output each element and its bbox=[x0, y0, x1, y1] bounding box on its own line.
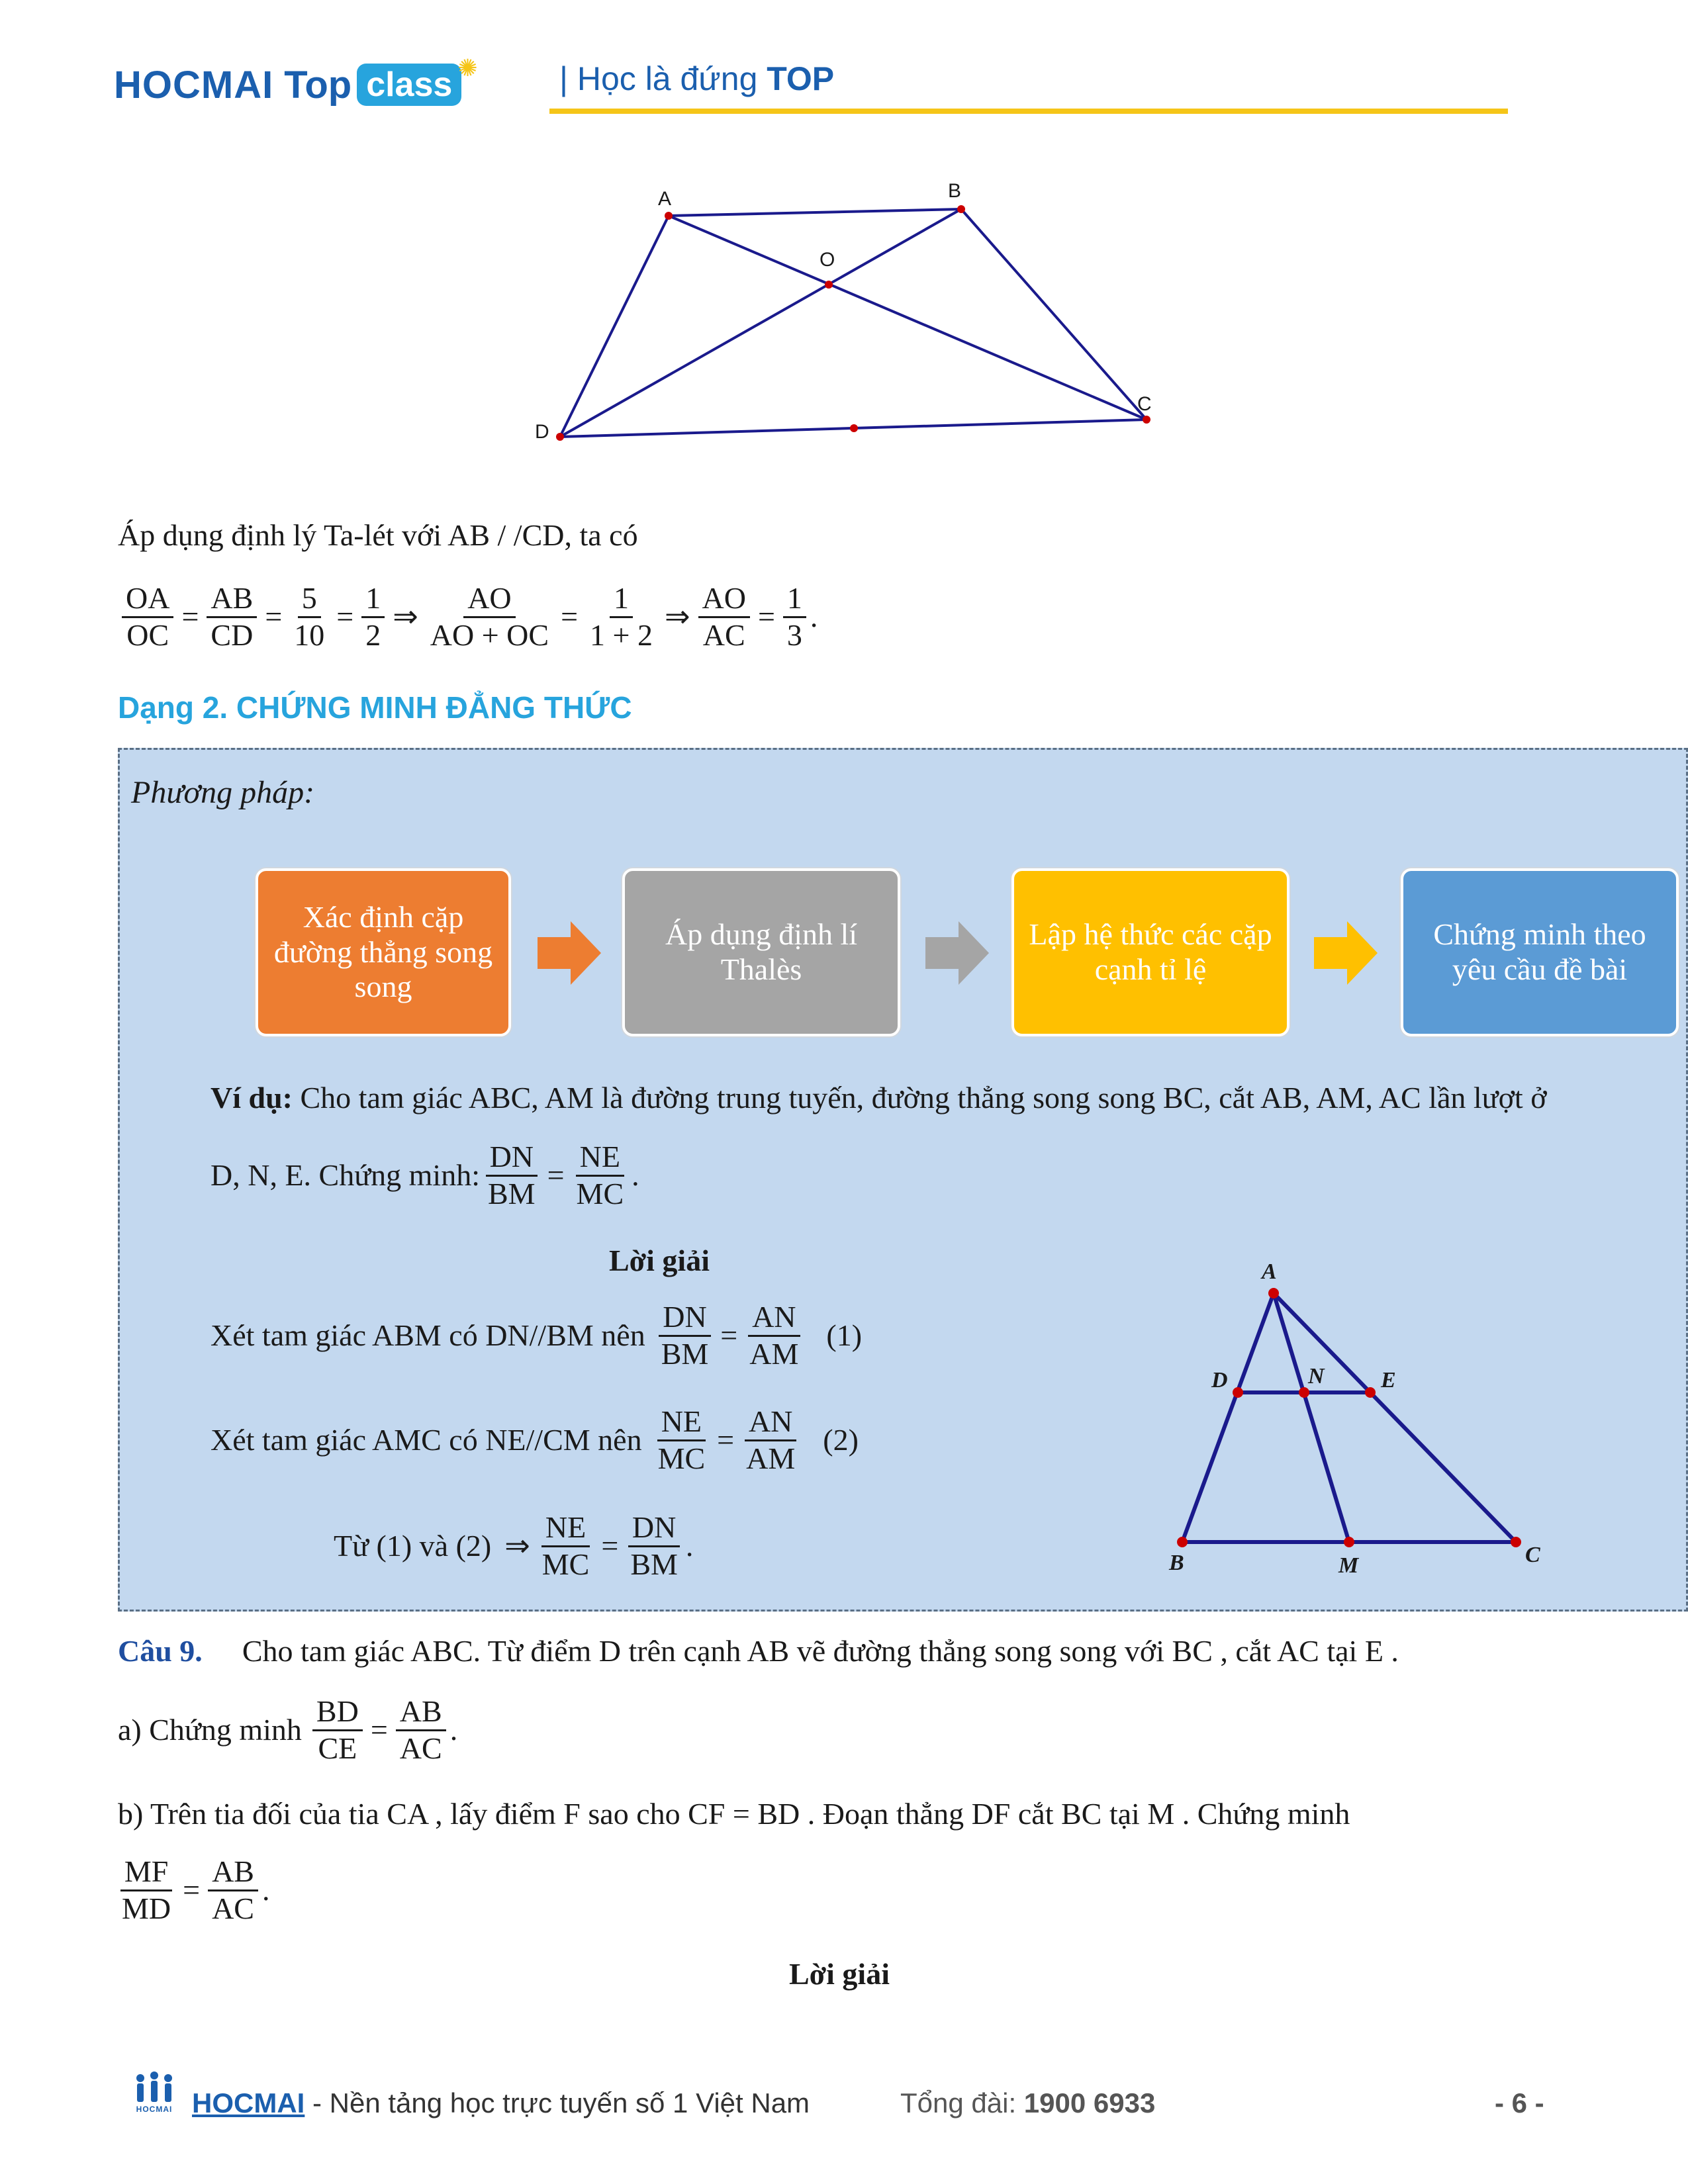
frac-ne-mc bbox=[654, 1404, 710, 1477]
footer-brand-link[interactable]: HOCMAI bbox=[192, 2087, 305, 2118]
frac-bd-ce bbox=[312, 1694, 363, 1766]
slogan-prefix: | Học là đứng bbox=[559, 60, 767, 97]
eq-sign: = bbox=[370, 1713, 388, 1747]
implies-sign: ⇒ bbox=[504, 1529, 530, 1563]
cau9-text: Cho tam giác ABC. Từ điểm D trên cạnh AB vẽ đường thẳng song song với BC , cắt AC tại E . bbox=[242, 1634, 1399, 1668]
point-a bbox=[665, 212, 673, 220]
frac-num: NE bbox=[541, 1510, 590, 1547]
eq-sign: = bbox=[547, 1158, 565, 1193]
brand-logo bbox=[114, 54, 478, 111]
talet-intro: Áp dụng định lý Ta-lét với AB / /CD, ta có bbox=[118, 518, 638, 552]
flow-step-4: Chứng minh theo yêu cầu đề bài bbox=[1401, 868, 1679, 1036]
hotline-label: Tổng đài: bbox=[900, 2087, 1024, 2118]
frac-num: DN bbox=[659, 1300, 710, 1337]
point-a bbox=[1268, 1288, 1279, 1298]
example-line-2 bbox=[211, 1140, 639, 1212]
point-b bbox=[957, 205, 965, 213]
period: . bbox=[685, 1529, 694, 1563]
label-a: A bbox=[1262, 1259, 1277, 1284]
label-c: C bbox=[1137, 393, 1152, 415]
frac-den: MC bbox=[576, 1176, 624, 1210]
label-a: A bbox=[658, 188, 672, 210]
point-o bbox=[825, 281, 833, 289]
frac-ab-cd bbox=[207, 581, 257, 653]
frac-num: BD bbox=[312, 1694, 363, 1731]
point-b bbox=[1177, 1537, 1188, 1547]
label-e: E bbox=[1381, 1368, 1396, 1392]
point-m bbox=[1344, 1537, 1354, 1547]
implies-sign: ⇒ bbox=[664, 600, 690, 634]
frac-num: 1 bbox=[361, 581, 385, 618]
frac-num: NE bbox=[576, 1140, 624, 1177]
segment-ab bbox=[669, 209, 961, 216]
cau9-label: Câu 9. bbox=[118, 1634, 203, 1668]
method-title-text: Phương pháp bbox=[131, 775, 305, 810]
footer-logo bbox=[130, 2071, 179, 2114]
brand-top: Top bbox=[284, 63, 352, 107]
diagonal-bd bbox=[560, 209, 961, 437]
segment-da bbox=[560, 216, 669, 437]
solution-step-1 bbox=[211, 1300, 862, 1372]
period: . bbox=[449, 1713, 458, 1747]
slogan-top: TOP bbox=[767, 60, 835, 97]
eq-sign: = bbox=[717, 1423, 735, 1457]
frac-num: NE bbox=[657, 1404, 706, 1441]
frac-ab-ac bbox=[396, 1694, 446, 1766]
diagonal-ac bbox=[669, 216, 1147, 420]
frac-den: MC bbox=[657, 1441, 706, 1475]
frac-ne-mc bbox=[573, 1140, 628, 1212]
example-label: Ví dụ: bbox=[211, 1081, 293, 1115]
step1-tag: (1) bbox=[826, 1318, 863, 1353]
point-cd-mid bbox=[850, 424, 858, 432]
frac-num: AB bbox=[208, 1854, 258, 1891]
eq-sign: = bbox=[561, 600, 579, 634]
frac-num: AB bbox=[207, 581, 257, 618]
period: . bbox=[810, 600, 818, 634]
label-n: N bbox=[1308, 1364, 1325, 1388]
point-c bbox=[1511, 1537, 1521, 1547]
frac-den: AM bbox=[749, 1336, 799, 1371]
frac-num: AN bbox=[745, 1404, 796, 1441]
sun-icon: ✺ bbox=[457, 54, 478, 81]
frac-dn-bm bbox=[657, 1300, 713, 1372]
label-b: B bbox=[1169, 1551, 1184, 1575]
people-icon bbox=[131, 2071, 177, 2105]
frac-5-10 bbox=[290, 581, 328, 653]
point-d bbox=[1233, 1387, 1243, 1398]
frac-num: MF bbox=[120, 1854, 172, 1891]
page-number: - 6 - bbox=[1495, 2087, 1544, 2118]
cau9-part-b: b) Trên tia đối của tia CA , lấy điểm F sao cho CF = BD . Đoạn thẳng DF cắt BC tại M . Chứng minh bbox=[118, 1797, 1350, 1831]
flow-step-2: Áp dụng định lí Thalès bbox=[622, 868, 900, 1036]
frac-den: BM bbox=[630, 1547, 678, 1581]
segment-ab bbox=[1182, 1293, 1274, 1542]
method-title-colon: : bbox=[304, 775, 315, 810]
step3-text: Từ (1) và (2) bbox=[334, 1529, 492, 1563]
frac-dn-bm bbox=[626, 1510, 682, 1582]
frac-ne-mc bbox=[538, 1510, 594, 1582]
section-heading: Dạng 2. CHỨNG MINH ĐẲNG THỨC bbox=[118, 690, 632, 725]
frac-den: MD bbox=[122, 1891, 171, 1925]
trapezoid-figure bbox=[516, 172, 1165, 450]
cau9-solution-title: Lời giải bbox=[789, 1957, 890, 1991]
frac-den: BM bbox=[661, 1336, 709, 1371]
frac-1-3sum bbox=[586, 581, 657, 653]
frac-den: AO + OC bbox=[430, 617, 549, 652]
flow-arrow-3 bbox=[1314, 921, 1378, 985]
hotline-number: 1900 6933 bbox=[1023, 2087, 1156, 2118]
frac-ao-ac bbox=[698, 581, 750, 653]
eq-sign: = bbox=[265, 600, 283, 634]
frac-num: AO bbox=[698, 581, 750, 618]
label-c: C bbox=[1525, 1543, 1540, 1567]
frac-den: AM bbox=[746, 1441, 796, 1475]
cau9-part-b-equation bbox=[114, 1854, 269, 1927]
frac-den: OC bbox=[126, 617, 169, 652]
example-text: Cho tam giác ABC, AM là đường trung tuyến, đường thẳng song song BC, cắt AB, AM, AC lần lượt ở bbox=[292, 1081, 1547, 1115]
solution-step-2 bbox=[211, 1404, 859, 1477]
frac-den: CD bbox=[211, 617, 254, 652]
period: . bbox=[632, 1158, 639, 1193]
frac-oa-oc bbox=[122, 581, 173, 653]
frac-den: 3 bbox=[786, 617, 802, 652]
frac-num: DN bbox=[486, 1140, 538, 1177]
eq-sign: = bbox=[336, 600, 354, 634]
period: . bbox=[261, 1873, 270, 1907]
frac-den: AC bbox=[399, 1731, 442, 1765]
cau9-prompt bbox=[118, 1636, 1399, 1666]
header-underline bbox=[549, 109, 1508, 114]
flow-step-3: Lập hệ thức các cặp cạnh tỉ lệ bbox=[1011, 868, 1289, 1036]
frac-num: 1 bbox=[783, 581, 806, 618]
footer-text bbox=[192, 2087, 810, 2119]
frac-num: 5 bbox=[298, 581, 321, 618]
segment-bc bbox=[961, 209, 1147, 420]
footer-logo-text: HOCMAI bbox=[136, 2105, 173, 2114]
label-d: D bbox=[535, 421, 549, 443]
frac-1-3 bbox=[783, 581, 806, 653]
point-c bbox=[1143, 416, 1150, 424]
label-o: O bbox=[820, 249, 835, 271]
frac-den: AC bbox=[212, 1891, 254, 1925]
talet-equation bbox=[118, 581, 818, 653]
frac-den: AC bbox=[702, 617, 745, 652]
frac-num: 1 bbox=[610, 581, 633, 618]
frac-dn-bm bbox=[484, 1140, 539, 1212]
step2-text: Xét tam giác AMC có NE//CM nên bbox=[211, 1423, 642, 1457]
footer-tagline: - Nền tảng học trực tuyến số 1 Việt Nam bbox=[305, 2087, 810, 2118]
example-solution-title: Lời giải bbox=[609, 1244, 710, 1277]
triangle-figure bbox=[1145, 1251, 1556, 1582]
frac-num: AO bbox=[463, 581, 515, 618]
frac-den: MC bbox=[541, 1547, 590, 1581]
frac-num: AN bbox=[748, 1300, 800, 1337]
footer-hotline bbox=[900, 2087, 1155, 2119]
eq-sign: = bbox=[601, 1529, 619, 1563]
cau9-part-a bbox=[118, 1694, 457, 1766]
frac-mf-md bbox=[118, 1854, 175, 1927]
frac-num: AB bbox=[396, 1694, 446, 1731]
part-a-text: a) Chứng minh bbox=[118, 1713, 302, 1747]
frac-1-2 bbox=[361, 581, 385, 653]
frac-ao-sum bbox=[426, 581, 553, 653]
method-title bbox=[131, 777, 314, 809]
step2-tag: (2) bbox=[823, 1423, 859, 1457]
eq-sign: = bbox=[183, 1873, 201, 1907]
frac-den: 10 bbox=[294, 617, 325, 652]
frac-an-am bbox=[745, 1300, 802, 1372]
flow-arrow-1 bbox=[538, 921, 601, 985]
example-line2-text: D, N, E. Chứng minh: bbox=[211, 1158, 480, 1193]
flow-arrow-2 bbox=[925, 921, 989, 985]
point-d bbox=[556, 433, 564, 441]
eq-sign: = bbox=[757, 600, 775, 634]
frac-an-am bbox=[742, 1404, 799, 1477]
step1-text: Xét tam giác ABM có DN//BM nên bbox=[211, 1318, 645, 1353]
frac-den: BM bbox=[488, 1176, 536, 1210]
brand-class-badge: class bbox=[357, 64, 461, 106]
slogan bbox=[559, 60, 834, 98]
frac-num: OA bbox=[122, 581, 173, 618]
flow-step-1: Xác định cặp đường thẳng song song bbox=[256, 868, 511, 1036]
frac-ab-ac bbox=[208, 1854, 258, 1927]
point-e bbox=[1365, 1387, 1376, 1398]
implies-sign: ⇒ bbox=[393, 600, 418, 634]
eq-sign: = bbox=[720, 1318, 738, 1353]
frac-num: DN bbox=[628, 1510, 680, 1547]
frac-den: 2 bbox=[365, 617, 381, 652]
eq-sign: = bbox=[181, 600, 199, 634]
label-b: B bbox=[948, 180, 962, 202]
label-m: M bbox=[1338, 1553, 1359, 1578]
brand-hocmai: HOCMAI bbox=[114, 63, 274, 107]
solution-step-3 bbox=[334, 1510, 693, 1582]
point-n bbox=[1299, 1387, 1309, 1398]
frac-den: 1 + 2 bbox=[590, 617, 653, 652]
label-d: D bbox=[1211, 1368, 1228, 1392]
frac-den: CE bbox=[318, 1731, 357, 1765]
example-line-1 bbox=[211, 1083, 1547, 1113]
